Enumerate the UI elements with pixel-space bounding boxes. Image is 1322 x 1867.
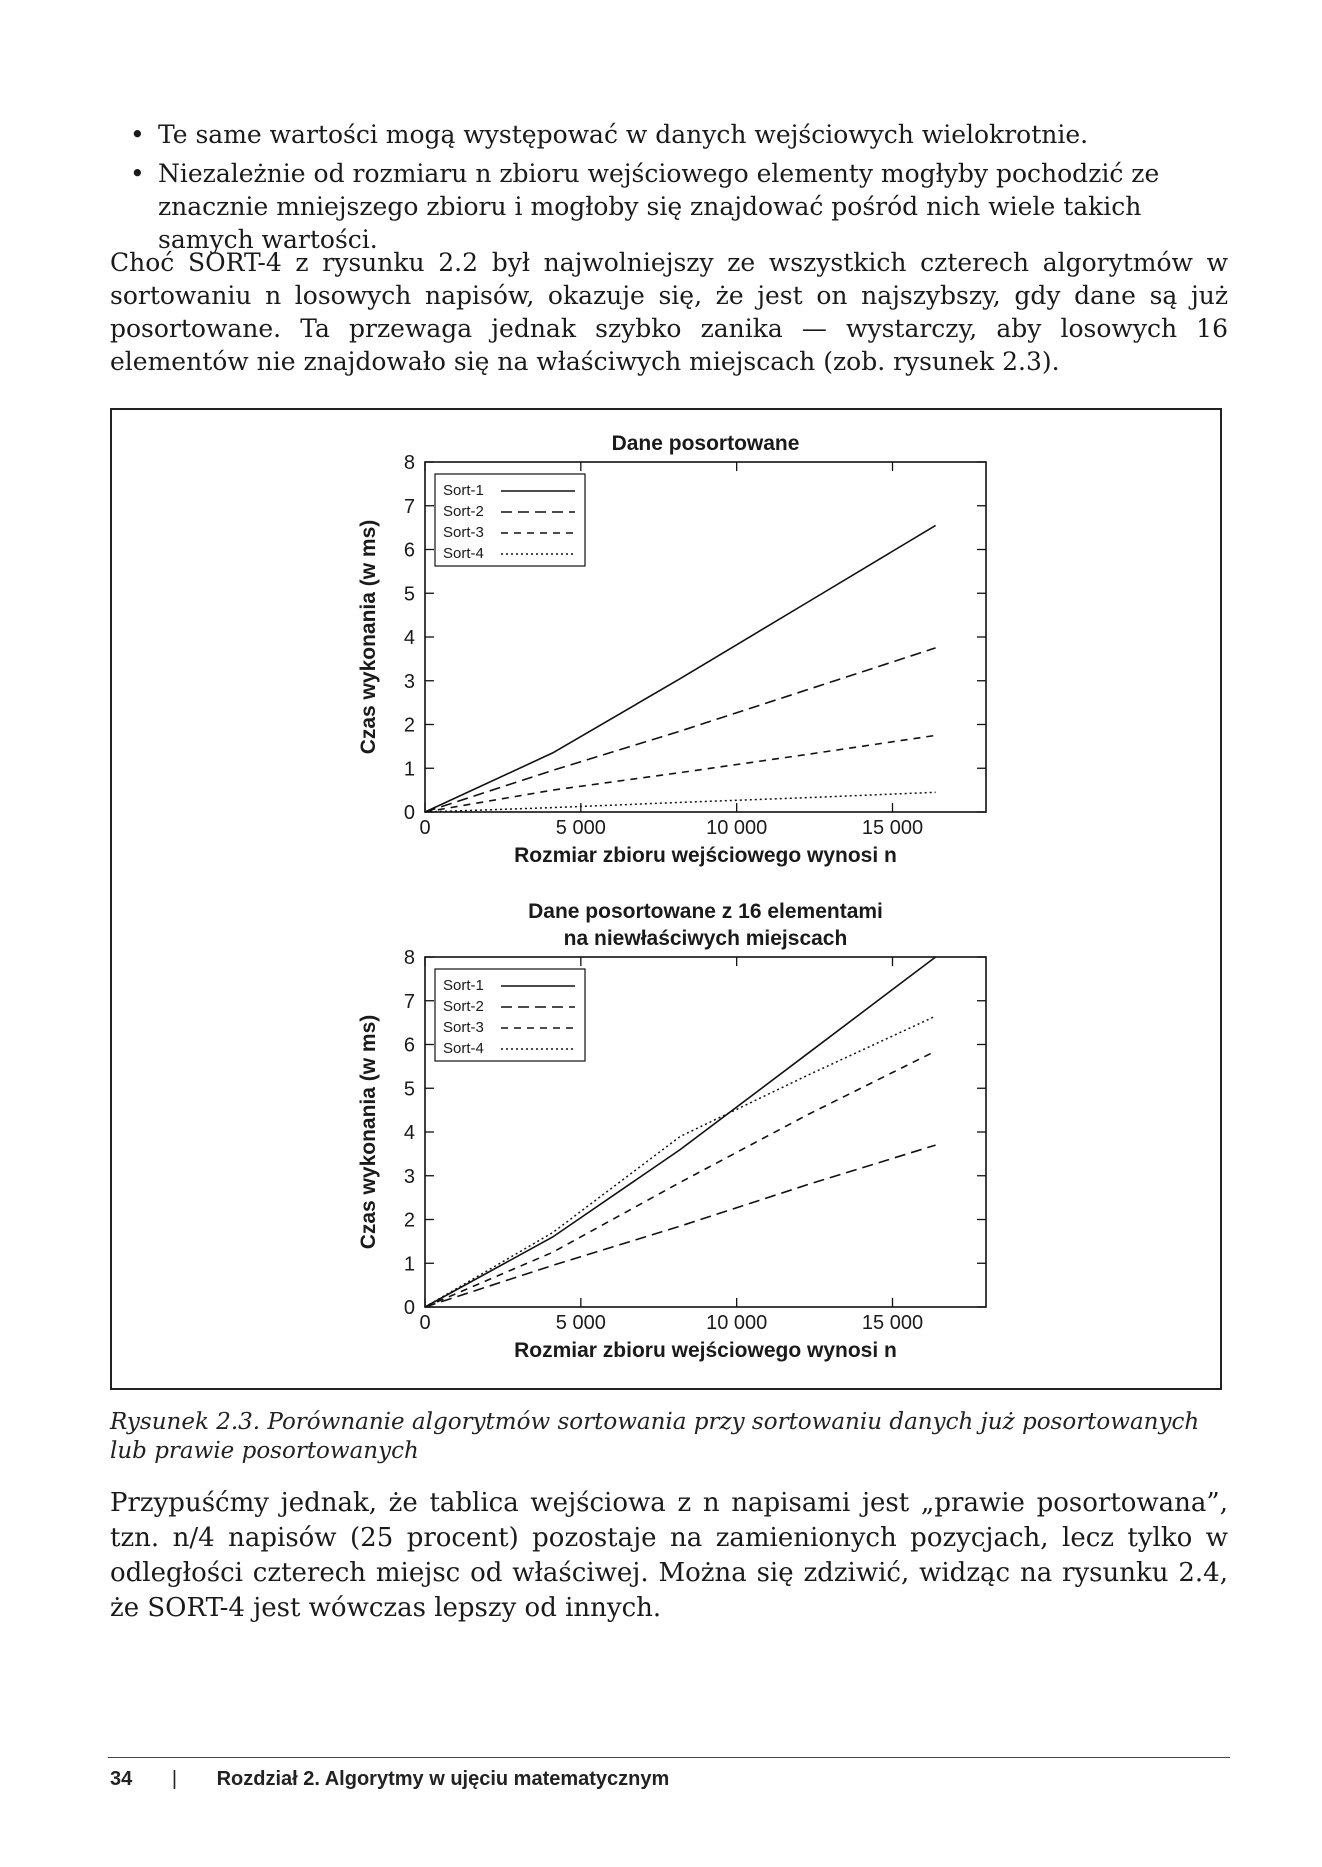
- y-tick-label: 6: [403, 1034, 415, 1057]
- x-tick-label: 10 000: [706, 1312, 768, 1334]
- figure-caption: Rysunek 2.3. Porównanie algorytmów sortowania przy sortowaniu danych już posortowanych lub prawie posortowanych: [110, 1409, 1200, 1464]
- y-tick-label: 8: [403, 452, 415, 474]
- chapter-title: Rozdział 2. Algorytmy w ujęciu matematycznym: [216, 1768, 670, 1790]
- footer-separator: |: [171, 1768, 178, 1790]
- bullet-list: [128, 118, 1228, 262]
- footer-rule: [108, 1757, 1230, 1758]
- y-tick-label: 7: [403, 990, 415, 1013]
- y-tick-label: 1: [403, 758, 415, 781]
- x-tick-label: 10 000: [706, 817, 768, 839]
- y-tick-label: 7: [403, 495, 415, 518]
- legend-label: Sort-4: [443, 545, 484, 562]
- y-axis-label: Czas wykonania (w ms): [357, 519, 380, 755]
- y-tick-label: 4: [403, 627, 415, 649]
- series-line-sort-2: [425, 1145, 936, 1307]
- x-axis-label: Rozmiar zbioru wejściowego wynosi n: [514, 1339, 897, 1362]
- y-tick-label: 2: [403, 714, 415, 737]
- series-line-sort-1: [425, 525, 936, 812]
- y-tick-label: 0: [403, 1297, 415, 1319]
- legend-label: Sort-1: [443, 482, 484, 499]
- chart-title: Dane posortowane z 16 elementami: [528, 900, 883, 923]
- y-tick-label: 6: [403, 539, 415, 562]
- y-tick-label: 1: [403, 1253, 415, 1276]
- figure-charts: [112, 410, 1220, 1388]
- y-tick-label: 0: [403, 802, 415, 824]
- paragraph-intro: Choć SORT-4 z rysunku 2.2 był najwolniejszy ze wszystkich czterech algorytmów w sortowaniu n losowych napisów, okazuje się, że jest on najszybszy, gdy dane są już posortowane. Ta przewaga jednak szybko zanika — wystarczy, aby losowych 16 elementów nie znajdowało się na właściwych miejscach (zob. rysunek 2.3).: [110, 248, 1228, 376]
- bullet-item: • Te same wartości mogą występować w danych wejściowych wielokrotnie.: [128, 118, 1228, 151]
- figure-frame: [110, 408, 1222, 1390]
- y-tick-label: 5: [403, 583, 415, 606]
- chart-title: na niewłaściwych miejscach: [563, 927, 848, 950]
- chart-2: [357, 900, 986, 1362]
- y-tick-label: 3: [403, 670, 415, 693]
- bullet-item: • Niezależnie od rozmiaru n zbioru wejściowego elementy mogłyby pochodzić ze znacznie mniejszego zbioru i mogłoby się znajdować pośród nich wiele takich samych wartości.: [128, 157, 1228, 256]
- page-footer: [110, 1768, 669, 1791]
- y-tick-label: 8: [403, 947, 415, 969]
- legend-label: Sort-2: [443, 503, 484, 520]
- legend-label: Sort-4: [443, 1040, 484, 1057]
- legend-label: Sort-2: [443, 998, 484, 1015]
- page-number: 34: [110, 1768, 133, 1790]
- x-tick-label: 5 000: [555, 817, 606, 839]
- paragraph-followup: Przypuśćmy jednak, że tablica wejściowa z n napisami jest „prawie posortowana”, tzn. n/4 napisów (25 procent) pozostaje na zamienionych pozycjach, lecz tylko w odległości czterech miejsc od właściwej. Można się zdziwić, widząc na rysunku 2.4, że SORT-4 jest wówczas lepszy od innych.: [110, 1488, 1228, 1623]
- y-tick-label: 4: [403, 1122, 415, 1144]
- y-tick-label: 5: [403, 1078, 415, 1101]
- series-line-sort-2: [425, 648, 936, 812]
- y-axis-label: Czas wykonania (w ms): [357, 1014, 380, 1250]
- y-tick-label: 3: [403, 1165, 415, 1188]
- legend-label: Sort-3: [443, 524, 484, 541]
- legend-label: Sort-3: [443, 1019, 484, 1036]
- x-tick-label: 0: [419, 817, 431, 839]
- x-tick-label: 15 000: [861, 1312, 924, 1334]
- chart-title: Dane posortowane: [611, 432, 800, 455]
- x-tick-label: 0: [419, 1312, 431, 1334]
- chart-1: [357, 432, 986, 867]
- x-tick-label: 15 000: [861, 817, 924, 839]
- x-axis-label: Rozmiar zbioru wejściowego wynosi n: [514, 844, 897, 867]
- series-line-sort-3: [425, 735, 936, 812]
- y-tick-label: 2: [403, 1209, 415, 1232]
- legend-label: Sort-1: [443, 977, 484, 994]
- x-tick-label: 5 000: [555, 1312, 606, 1334]
- series-line-sort-3: [425, 1051, 936, 1307]
- series-line-sort-4: [425, 792, 936, 812]
